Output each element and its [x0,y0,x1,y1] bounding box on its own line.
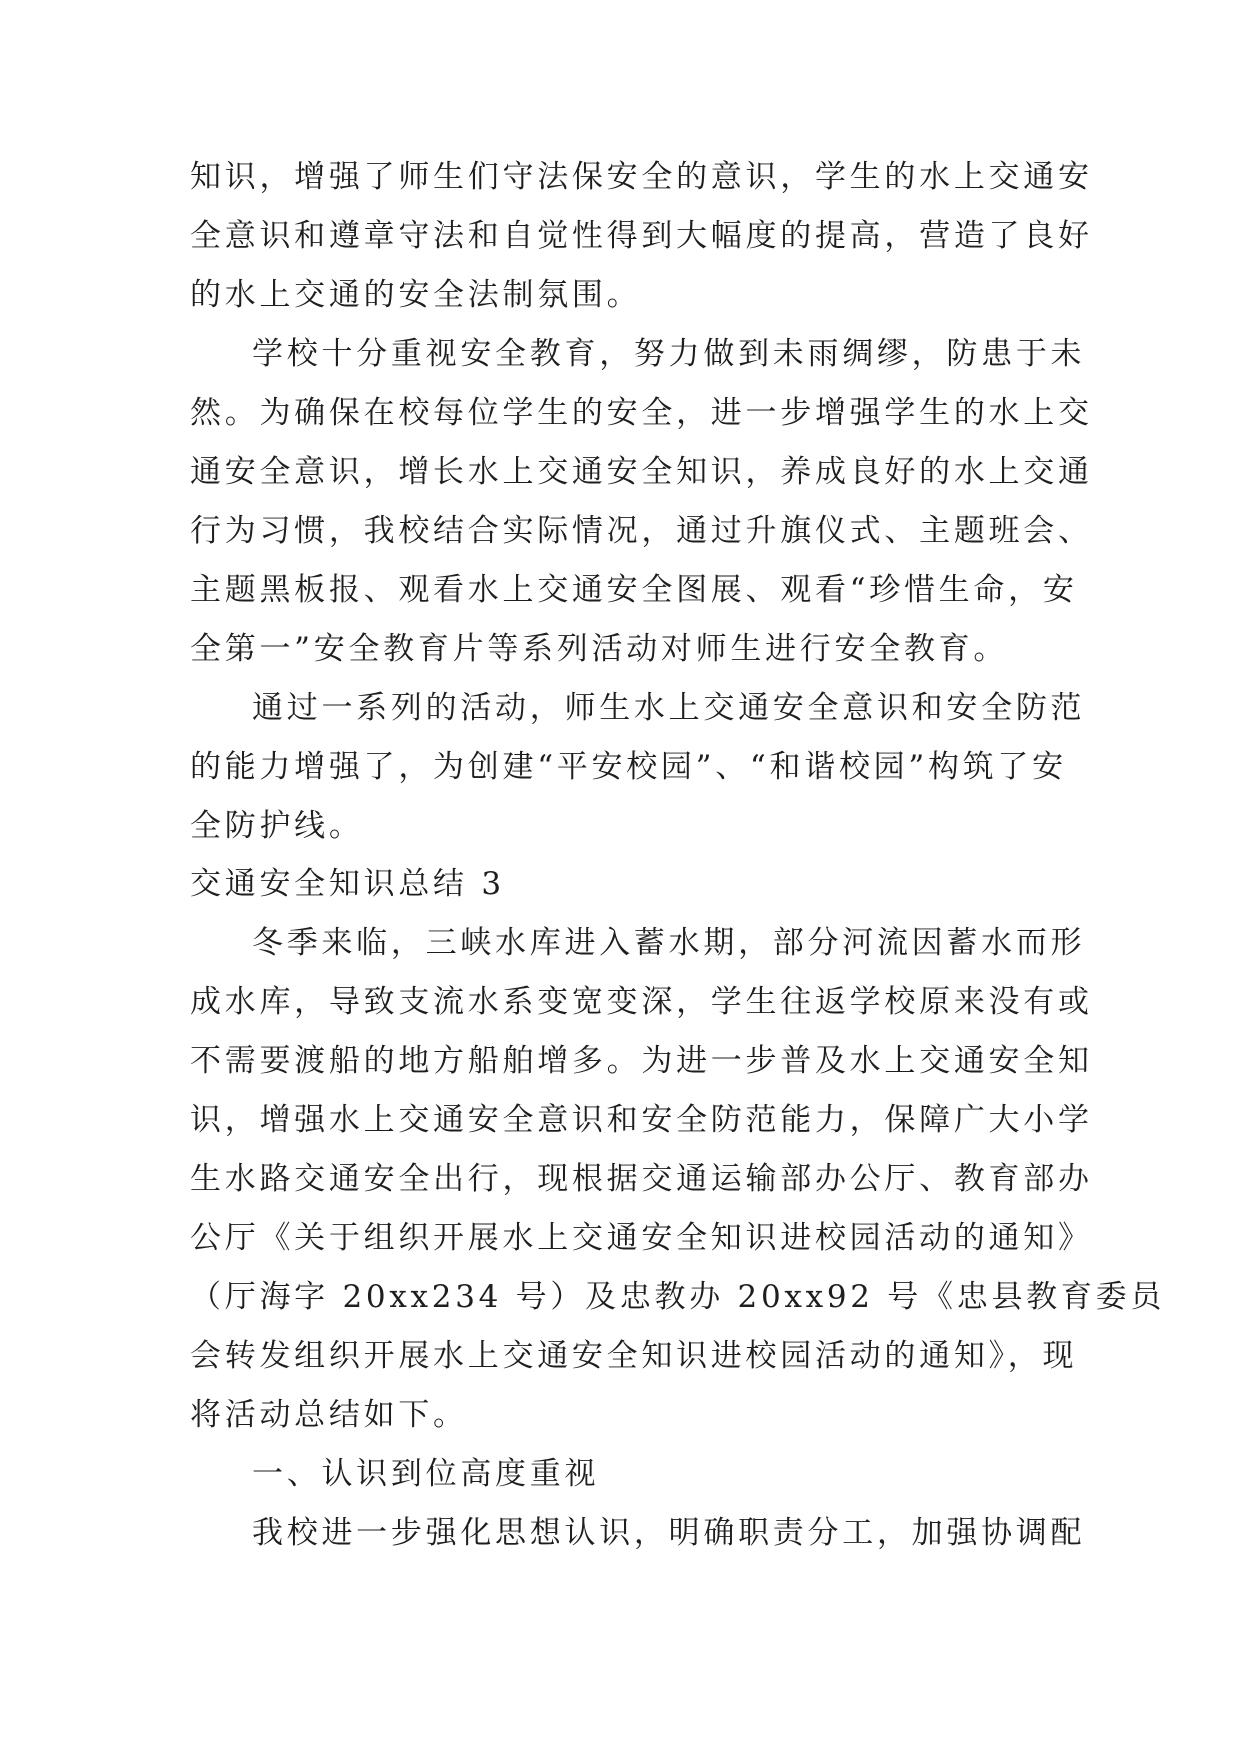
body-text-line: 然。为确保在校每位学生的安全，进一步增强学生的水上交 [190,395,1093,431]
body-text-line: （厅海字 20xx234 号）及忠教办 20xx92 号《忠县教育委员 [190,1279,1166,1315]
section-heading: 交通安全知识总结 3 [190,866,505,902]
body-text-line: 通安全意识，增长水上交通安全知识，养成良好的水上交通 [190,454,1093,490]
body-text-line: 的能力增强了，为创建“平安校园”、“和谐校园”构筑了安 [190,749,1067,785]
body-text-line: 生水路交通安全出行，现根据交通运输部办公厅、教育部办 [190,1161,1093,1197]
body-text-line: 知识，增强了师生们守法保安全的意识，学生的水上交通安 [190,159,1093,195]
body-text-line: 识，增强水上交通安全意识和安全防范能力，保障广大小学 [190,1102,1093,1138]
body-text-line: 的水上交通的安全法制氛围。 [190,277,642,313]
body-text-line: 主题黑板报、观看水上交通安全图展、观看“珍惜生命，安 [190,572,1078,608]
body-text-line: 全意识和遵章守法和自觉性得到大幅度的提高，营造了良好 [190,218,1093,254]
body-text-line: 公厅《关于组织开展水上交通安全知识进校园活动的通知》 [190,1220,1093,1256]
paragraph-first-line: 我校进一步强化思想认识，明确职责分工，加强协调配 [252,1515,1086,1551]
body-text-line: 全第一”安全教育片等系列活动对师生进行安全教育。 [190,631,1009,667]
body-text-line: 将活动总结如下。 [190,1397,468,1433]
body-text-line: 不需要渡船的地方船舶增多。为进一步普及水上交通安全知 [190,1043,1093,1079]
body-text-line: 会转发组织开展水上交通安全知识进校园活动的通知》，现 [190,1338,1078,1374]
subheading: 一、认识到位高度重视 [252,1456,600,1492]
paragraph-first-line: 通过一系列的活动，师生水上交通安全意识和安全防范 [252,690,1086,726]
body-text-line: 行为习惯，我校结合实际情况，通过升旗仪式、主题班会、 [190,513,1093,549]
paragraph-first-line: 学校十分重视安全教育，努力做到未雨绸缪，防患于未 [252,336,1086,372]
body-text-line: 成水库，导致支流水系变宽变深，学生往返学校原来没有或 [190,984,1093,1020]
body-text-line: 全防护线。 [190,808,364,844]
paragraph-first-line: 冬季来临，三峡水库进入蓄水期，部分河流因蓄水而形 [252,925,1086,961]
